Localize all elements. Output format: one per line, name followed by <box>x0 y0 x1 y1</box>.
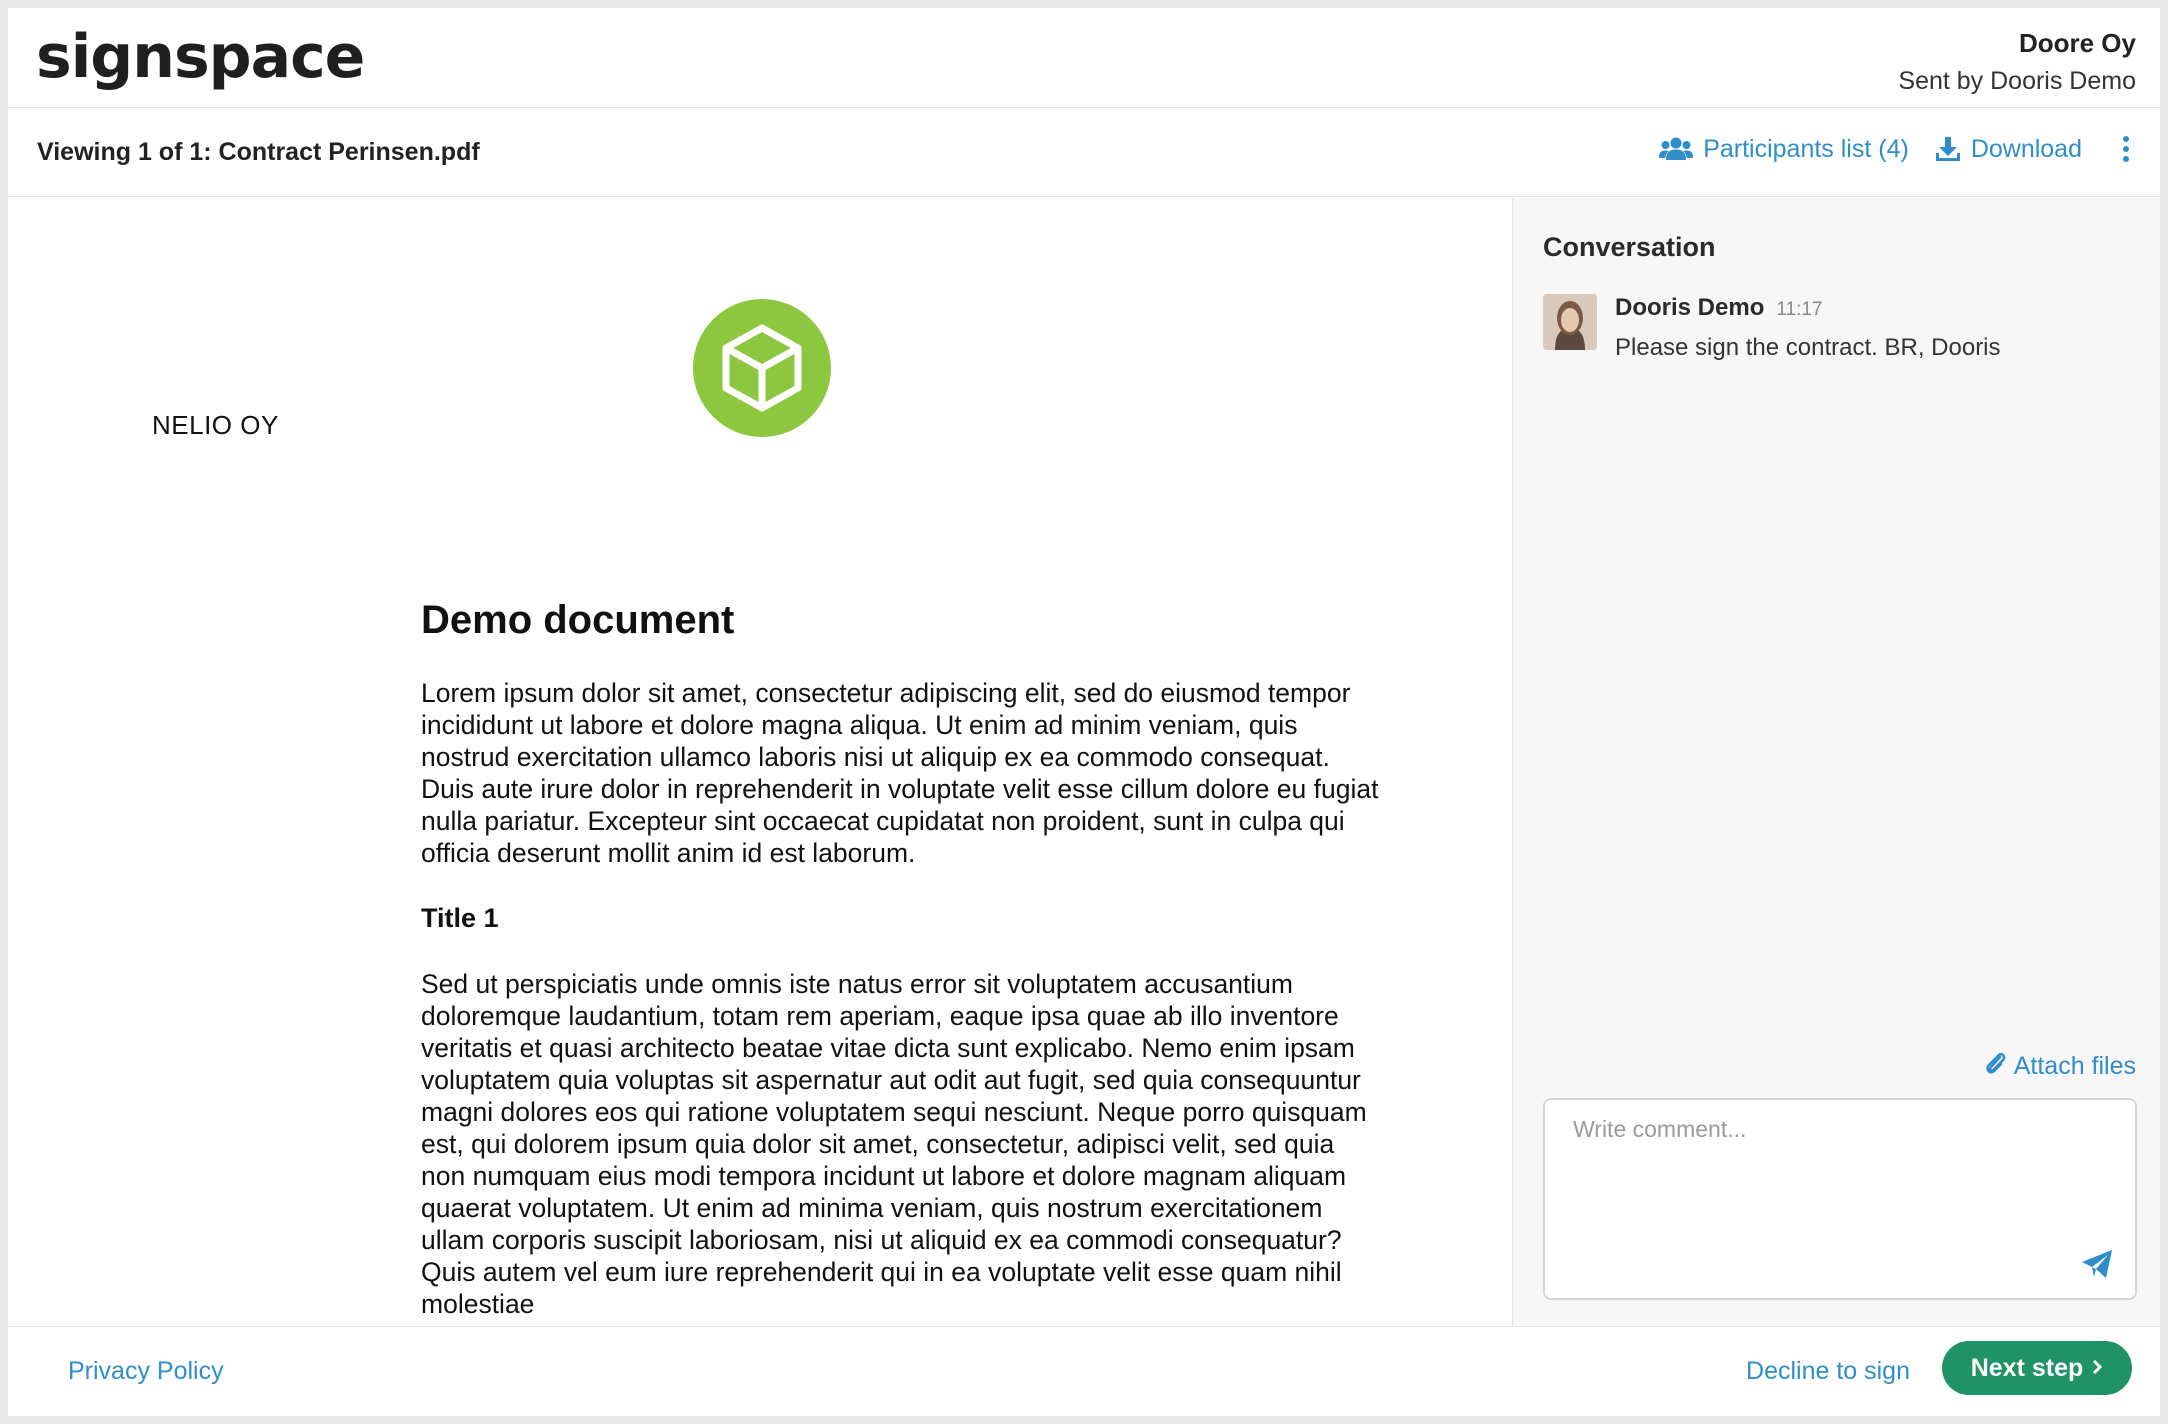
users-icon <box>1659 136 1693 162</box>
message-author: Dooris Demo <box>1615 294 1765 321</box>
privacy-policy-link[interactable]: Privacy Policy <box>68 1357 224 1385</box>
message-item <box>1543 294 2001 362</box>
app-header <box>8 8 2160 108</box>
document-toolbar <box>8 109 2160 197</box>
document-paragraph: Sed ut perspiciatis unde omnis iste natus error sit voluptatem accusantium doloremque laudantium, totam rem aperiam, eaque ipsa quae ab illo inventore veritatis et quasi architecto beatae vitae dicta sunt explicabo. Nemo enim ipsam voluptatem quia voluptas sit aspernatur aut odit aut fugit, sed quia consequuntur magni dolores eos qui ratione voluptatem sequi nesciunt. Neque porro quisquam est, qui dolorem ipsum quia dolor sit amet, consectetur, adipisci velit, sed quia non numquam eius modi tempora incidunt ut labore et dolore magnam aliquam quaerat voluptatem. Ut enim ad minima veniam, quis nostrum exercitationem ullam corporis suscipit laboriosam, nisi ut aliquid ex ea commodi consequatur? Quis autem vel eum iure reprehenderit qui in ea voluptate velit esse quam nihil molestiae <box>421 969 1367 1319</box>
conversation-panel <box>1512 198 2160 1326</box>
paperclip-icon <box>1984 1050 2006 1083</box>
message-text: Please sign the contract. BR, Dooris <box>1615 334 2001 361</box>
sender-label: Sent by Dooris Demo <box>1898 67 2136 95</box>
participants-list-button[interactable] <box>1659 135 1909 164</box>
next-step-label: Next step <box>1970 1353 2084 1382</box>
comment-input[interactable] <box>1545 1100 2135 1298</box>
document-paragraph: Lorem ipsum dolor sit amet, consectetur adipiscing elit, sed do eiusmod tempor incididunt ut labore et dolore magna aliqua. Ut enim ad minim veniam, quis nostrud exercitation ullamco laboris nisi ut aliquip ex ea commodo consequat. Duis aute irure dolor in reprehenderit in voluptate velit esse cillum dolore eu fugiat nulla pariatur. Excepteur sint occaecat cupidatat non proident, sunt in culpa qui officia deserunt mollit anim id est laborum. <box>421 678 1379 868</box>
document-title: Demo document <box>421 598 735 642</box>
organization-name: Doore Oy <box>2018 28 2136 58</box>
message-content <box>1615 294 2001 362</box>
participants-list-label: Participants list (4) <box>1703 134 1909 163</box>
document-body <box>421 598 1381 1320</box>
avatar <box>1543 294 1597 350</box>
conversation-title: Conversation <box>1543 232 1716 262</box>
cube-icon <box>693 299 831 437</box>
document-company-name: NELIO OY <box>152 410 279 440</box>
app-window <box>8 8 2160 1416</box>
send-button[interactable] <box>2081 1249 2113 1284</box>
toolbar-actions <box>1659 131 2136 167</box>
download-icon <box>1935 136 1961 162</box>
message-time: 11:17 <box>1776 299 1823 320</box>
footer-bar <box>8 1326 2160 1416</box>
attach-files-label: Attach files <box>2013 1052 2136 1080</box>
download-label: Download <box>1970 134 2082 163</box>
next-step-button[interactable] <box>1942 1341 2132 1395</box>
comment-box <box>1543 1098 2137 1300</box>
download-button[interactable] <box>1935 135 2082 164</box>
signspace-logo: signspace <box>36 22 365 92</box>
document-section-title: Title 1 <box>421 903 499 933</box>
viewing-label: Viewing 1 of 1: Contract Perinsen.pdf <box>37 138 480 166</box>
decline-to-sign-button[interactable]: Decline to sign <box>1746 1357 1910 1385</box>
paper-plane-icon <box>2081 1266 2113 1283</box>
attach-files-button[interactable] <box>1984 1050 2136 1083</box>
kebab-menu-icon[interactable] <box>2116 131 2136 167</box>
chevron-right-icon <box>2091 1354 2103 1383</box>
document-viewer[interactable] <box>8 198 1512 1326</box>
organization-info <box>1898 28 2136 96</box>
